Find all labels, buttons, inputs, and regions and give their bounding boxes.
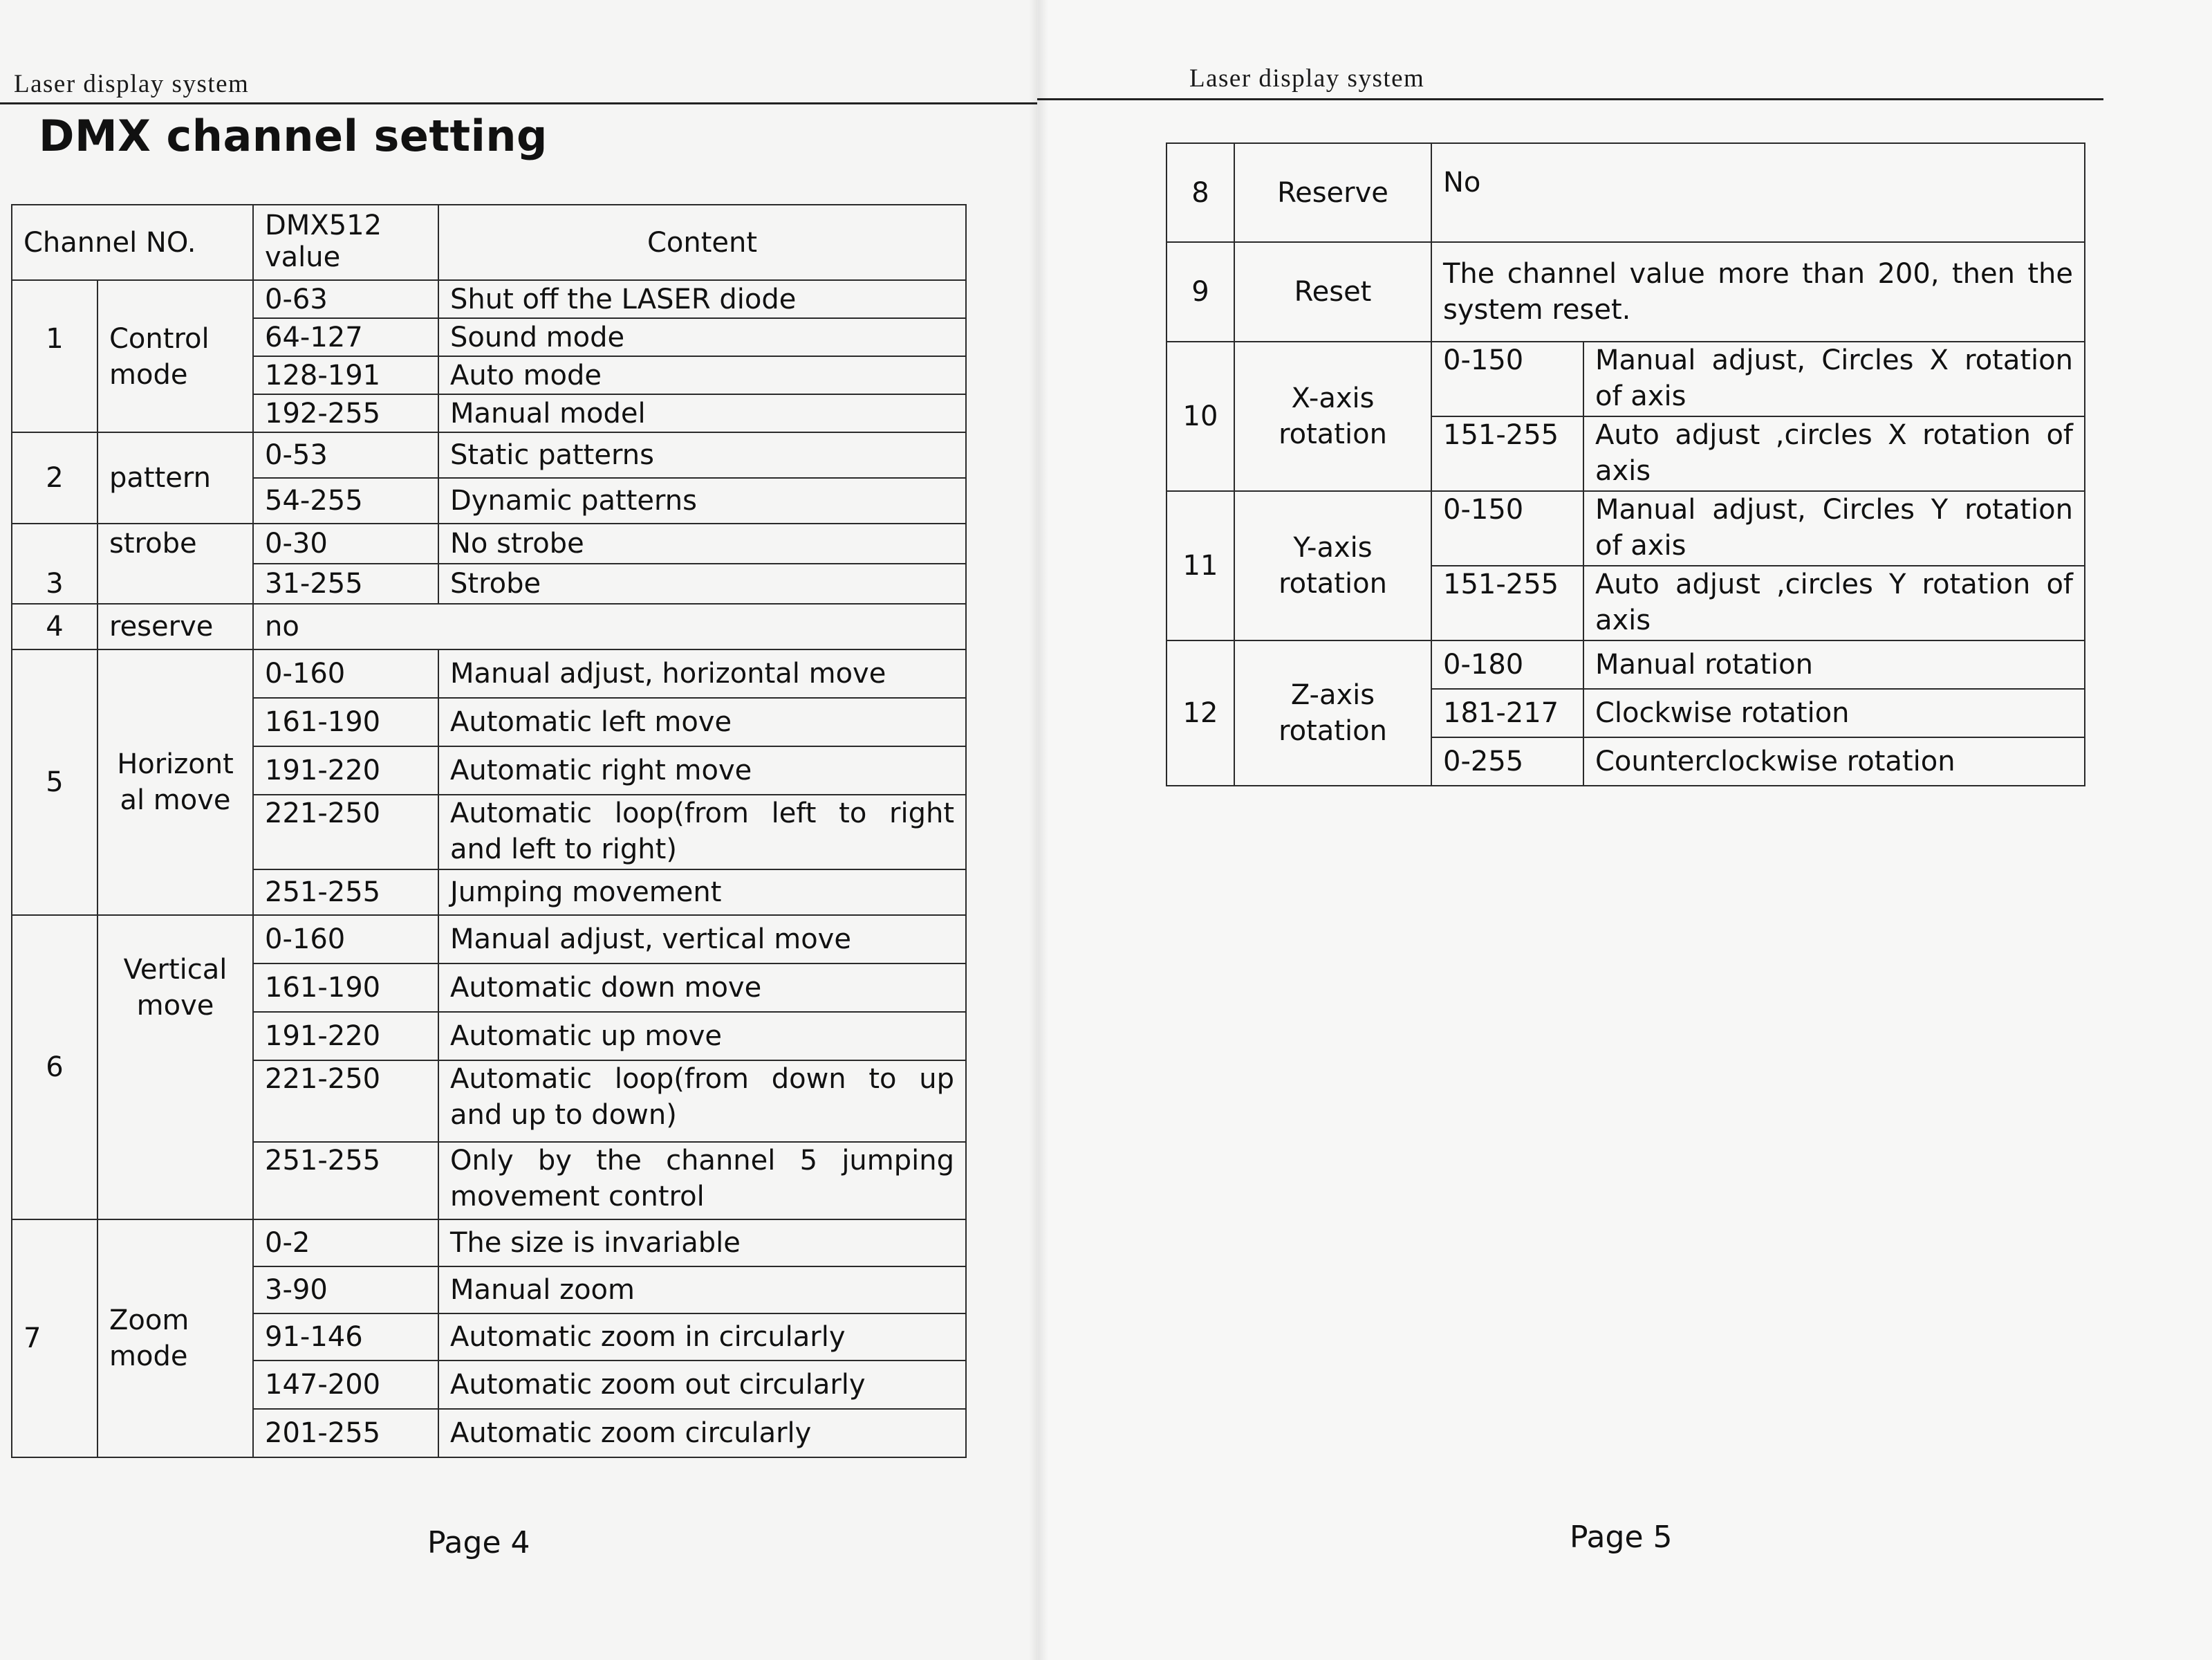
channel-content: Sound mode [438, 318, 966, 356]
channel-content: Dynamic patterns [438, 478, 966, 524]
dmx-value: The channel value more than 200, then the system reset. [1431, 242, 2085, 342]
channel-content: Automatic up move [438, 1012, 966, 1060]
table-row [1167, 491, 2085, 566]
channel-number: 3 [12, 524, 97, 604]
dmx-value: 151-255 [1431, 566, 1583, 640]
dmx-value: 0-255 [1431, 737, 1583, 786]
table-row [12, 1219, 966, 1266]
channel-content: Manual adjust, horizontal move [438, 649, 966, 698]
page-title: DMX channel setting [39, 111, 548, 161]
dmx-channel-table [11, 204, 967, 1458]
dmx-value: 0-160 [253, 915, 438, 963]
dmx-value: 191-220 [253, 1012, 438, 1060]
dmx-value: 147-200 [253, 1361, 438, 1409]
channel-number: 11 [1167, 491, 1234, 640]
channel-content: The size is invariable [438, 1219, 966, 1266]
page-4 [0, 0, 1037, 1660]
dmx-value: 31-255 [253, 564, 438, 604]
channel-content: Manual adjust, Circles Y rotation of axis [1583, 491, 2085, 566]
channel-content: Auto mode [438, 356, 966, 394]
header-dmx-value: DMX512 value [253, 205, 438, 280]
table-row [1167, 143, 2085, 242]
channel-content: Auto adjust ,circles Y rotation of axis [1583, 566, 2085, 640]
channel-number: 6 [12, 915, 97, 1219]
dmx-value: 191-220 [253, 746, 438, 795]
channel-name: Y-axis rotation [1234, 491, 1431, 640]
channel-name: Vertical move [97, 915, 253, 1219]
dmx-value: 161-190 [253, 963, 438, 1012]
channel-content: Auto adjust ,circles X rotation of axis [1583, 416, 2085, 491]
channel-name: Reserve [1234, 143, 1431, 242]
dmx-value: 251-255 [253, 869, 438, 915]
dmx-value: 0-53 [253, 432, 438, 478]
table-row [1167, 342, 2085, 416]
table-row [1167, 640, 2085, 689]
channel-number: 8 [1167, 143, 1234, 242]
dmx-value: 54-255 [253, 478, 438, 524]
dmx-value: No [1431, 143, 2085, 242]
channel-content: Strobe [438, 564, 966, 604]
channel-content: Clockwise rotation [1583, 689, 2085, 737]
dmx-value: 251-255 [253, 1142, 438, 1219]
channel-content: Jumping movement [438, 869, 966, 915]
header-content: Content [438, 205, 966, 280]
channel-content: Counterclockwise rotation [1583, 737, 2085, 786]
channel-name: Zoom mode [97, 1219, 253, 1457]
dmx-value: 201-255 [253, 1409, 438, 1457]
dmx-value: 3-90 [253, 1266, 438, 1313]
header-rule [0, 102, 1037, 104]
channel-content: Shut off the LASER diode [438, 280, 966, 318]
dmx-value: 151-255 [1431, 416, 1583, 491]
table-row [12, 432, 966, 478]
dmx-value: 0-160 [253, 649, 438, 698]
dmx-value: no [253, 604, 966, 649]
dmx-value: 221-250 [253, 795, 438, 869]
channel-content: Automatic loop(from left to right and left to right) [438, 795, 966, 869]
page-number: Page 4 [427, 1525, 530, 1560]
channel-content: Manual rotation [1583, 640, 2085, 689]
dmx-value: 91-146 [253, 1313, 438, 1361]
dmx-value: 0-150 [1431, 342, 1583, 416]
channel-number: 1 [12, 280, 97, 432]
table-row [1167, 242, 2085, 342]
channel-number: 9 [1167, 242, 1234, 342]
dmx-value: 0-2 [253, 1219, 438, 1266]
table-row [12, 915, 966, 963]
channel-number: 12 [1167, 640, 1234, 786]
table-header-row [12, 205, 966, 280]
dmx-value: 221-250 [253, 1060, 438, 1142]
channel-number: 4 [12, 604, 97, 649]
channel-number: 2 [12, 432, 97, 524]
channel-number: 5 [12, 649, 97, 915]
book-gutter [1029, 0, 1048, 1660]
header-rule [1037, 98, 2103, 100]
channel-content: Only by the channel 5 jumping movement control [438, 1142, 966, 1219]
channel-name: reserve [97, 604, 253, 649]
channel-content: No strobe [438, 524, 966, 564]
dmx-value: 64-127 [253, 318, 438, 356]
channel-name: Control mode [97, 280, 253, 432]
channel-content: Automatic loop(from down to up and up to down) [438, 1060, 966, 1142]
channel-content: Automatic down move [438, 963, 966, 1012]
channel-content: Automatic zoom in circularly [438, 1313, 966, 1361]
dmx-value: 0-150 [1431, 491, 1583, 566]
channel-content: Automatic zoom out circularly [438, 1361, 966, 1409]
table-row [12, 604, 966, 649]
channel-content: Automatic left move [438, 698, 966, 746]
dmx-value: 0-63 [253, 280, 438, 318]
channel-content: Manual adjust, vertical move [438, 915, 966, 963]
channel-number: 7 [12, 1219, 97, 1457]
dmx-value: 161-190 [253, 698, 438, 746]
dmx-channel-table-continued [1166, 142, 2085, 786]
page-number: Page 5 [1570, 1520, 1673, 1555]
dmx-value: 128-191 [253, 356, 438, 394]
dmx-value: 181-217 [1431, 689, 1583, 737]
table-row [12, 649, 966, 698]
channel-content: Static patterns [438, 432, 966, 478]
dmx-value: 0-180 [1431, 640, 1583, 689]
channel-number: 10 [1167, 342, 1234, 491]
channel-name: pattern [97, 432, 253, 524]
table-row [12, 280, 966, 318]
channel-content: Automatic right move [438, 746, 966, 795]
channel-content: Manual adjust, Circles X rotation of axis [1583, 342, 2085, 416]
channel-name: Z-axis rotation [1234, 640, 1431, 786]
dmx-value: 0-30 [253, 524, 438, 564]
channel-name: X-axis rotation [1234, 342, 1431, 491]
table-row [12, 524, 966, 564]
channel-name: Horizont al move [97, 649, 253, 915]
channel-name: Reset [1234, 242, 1431, 342]
running-head: Laser display system [14, 70, 250, 98]
channel-content: Manual model [438, 394, 966, 432]
header-channel-no: Channel NO. [12, 205, 253, 280]
channel-name: strobe [97, 524, 253, 604]
channel-content: Automatic zoom circularly [438, 1409, 966, 1457]
channel-content: Manual zoom [438, 1266, 966, 1313]
dmx-value: 192-255 [253, 394, 438, 432]
running-head: Laser display system [1189, 64, 1425, 93]
